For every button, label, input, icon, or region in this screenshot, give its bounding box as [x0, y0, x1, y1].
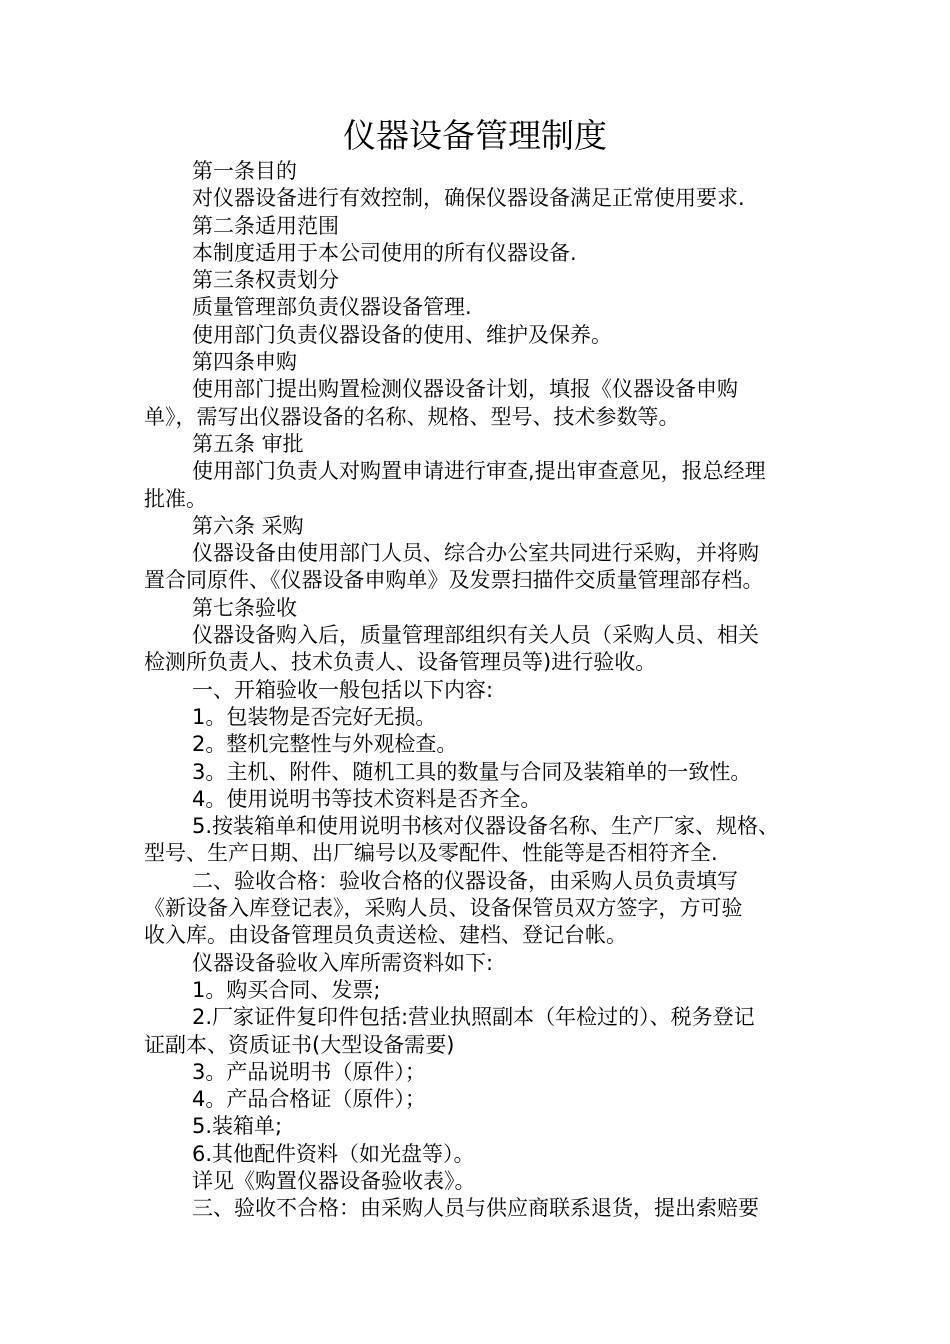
list-item: 3。产品说明书（原件）； [192, 1059, 426, 1084]
subsection-heading: 二、验收合格：验收合格的仪器设备，由采购人员负责填写 [192, 868, 738, 893]
paragraph-line: 单》，需写出仪器设备的名称、规格、型号、技术参数等。 [144, 404, 680, 429]
section-heading-purpose: 第一条目的 [192, 159, 297, 183]
paragraph-line: 《新设备入库登记表》，采购人员、设备保管员双方签字，方可验 [144, 896, 743, 921]
list-item: 5.装箱单; [192, 1114, 283, 1139]
document-title: 仪器设备管理制度 [343, 116, 607, 155]
subsection-heading: 一、开箱验收一般包括以下内容: [192, 677, 494, 702]
paragraph-line: 收入库。由设备管理员负责送检、建档、登记台帐。 [144, 923, 627, 948]
paragraph-line: 质量管理部负责仪器设备管理. [192, 295, 472, 320]
paragraph-line: 详见《购置仪器设备验收表》。 [192, 1168, 476, 1193]
section-heading-responsibility: 第三条权责划分 [192, 268, 339, 293]
list-item: 2。整机完整性与外观检查。 [192, 732, 458, 757]
paragraph-line: 使用部门负责人对购置申请进行审查,提出审查意见，报总经理 [192, 459, 766, 484]
paragraph-line: 使用部门负责仪器设备的使用、维护及保养。 [192, 322, 612, 347]
section-heading-procurement: 第六条 采购 [192, 513, 304, 538]
paragraph-line: 仪器设备由使用部门人员、综合办公室共同进行采购，并将购 [192, 541, 759, 566]
section-heading-scope: 第二条适用范围 [192, 213, 339, 238]
list-item: 4。使用说明书等技术资料是否齐全。 [192, 786, 542, 811]
list-item: 6.其他配件资料（如光盘等）。 [192, 1141, 475, 1166]
list-item: 1。包装物是否完好无损。 [192, 704, 437, 729]
list-item: 4。产品合格证（原件）； [192, 1087, 426, 1112]
paragraph-line: 置合同原件、《仪器设备申购单》及发票扫描件交质量管理部存档。 [144, 568, 764, 593]
paragraph-line: 仪器设备验收入库所需资料如下: [192, 950, 494, 975]
list-item: 5.按装箱单和使用说明书核对仪器设备名称、生产厂家、规格、 [192, 814, 780, 839]
document-body [144, 158, 816, 1223]
list-item: 3。主机、附件、随机工具的数量与合同及装箱单的一致性。 [192, 759, 752, 784]
paragraph-line: 对仪器设备进行有效控制，确保仪器设备满足正常使用要求. [192, 186, 745, 211]
paragraph-line: 使用部门提出购置检测仪器设备计划，填报《仪器设备申购 [192, 377, 738, 402]
list-item-continuation: 证副本、资质证书(大型设备需要) [144, 1032, 455, 1057]
section-heading-purchase-request: 第四条申购 [192, 350, 297, 375]
paragraph-line: 仪器设备购入后，质量管理部组织有关人员（采购人员、相关 [192, 623, 759, 648]
subsection-heading: 三、验收不合格：由采购人员与供应商联系退货，提出索赔要 [192, 1196, 759, 1221]
section-heading-acceptance: 第七条验收 [192, 595, 297, 620]
list-item: 2.厂家证件复印件包括:营业执照副本（年检过的）、税务登记 [192, 1005, 755, 1030]
paragraph-line: 检测所负责人、技术负责人、设备管理员等)进行验收。 [144, 650, 657, 675]
list-item: 1。购买合同、发票; [192, 977, 381, 1002]
paragraph-line: 本制度适用于本公司使用的所有仪器设备. [192, 240, 577, 265]
paragraph-line: 批准。 [144, 486, 207, 511]
list-item-continuation: 型号、生产日期、出厂编号以及零配件、性能等是否相符齐全. [144, 841, 718, 866]
section-heading-approval: 第五条 审批 [192, 431, 304, 456]
